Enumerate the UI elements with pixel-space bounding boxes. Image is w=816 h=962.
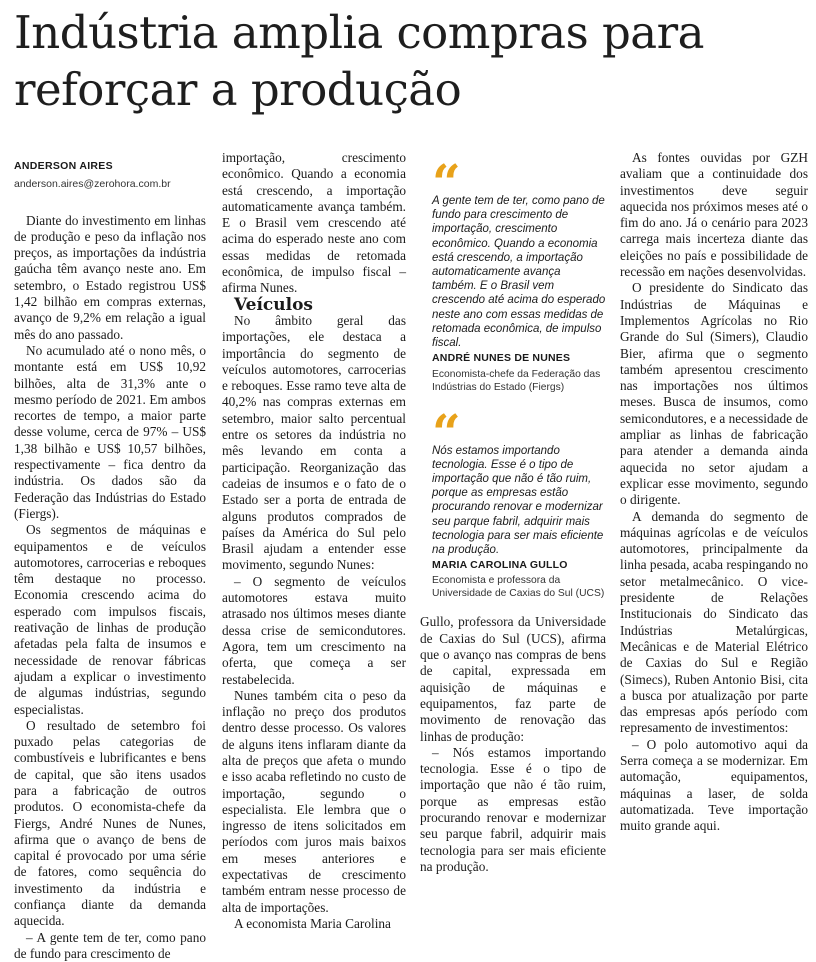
- paragraph: Diante do investimento em linhas de produção e peso da inflação nos preços, as importações da indústria gaúcha têm avanço neste ano. Em setembro, o Estado registrou US$ 1,42 bilhão em compras externas, avanço de 9,2% em relação a igual mês do ano passado.: [14, 212, 206, 342]
- quote-text: Nós estamos importando tecnologia. Esse é o tipo de importação que não é tão ruim, porque as empresas estão procurando renovar e modernizar seu parque fabril, adquirir mais tecnologia para ser mais eficiente na produção.: [432, 444, 604, 556]
- paragraph: – O segmento de veículos automotores estava muito atrasado nos últimos meses diante dessa crise de semicondutores. Agora, tem um crescimento na oferta, que começa a ser restabelecida.: [222, 573, 406, 687]
- paragraph: – O polo automotivo aqui da Serra começa a se modernizar. Em automação, equipamentos, máquinas a laser, de solda automatizada. Teve importação muito grande aqui.: [620, 736, 808, 834]
- paragraph: Gullo, professora da Universidade de Caxias do Sul (UCS), afirma que o avanço nas compras de bens de capital, expressada em aquisição de máquinas e equipamentos, faz parte de movimento de renovação das linhas de produção:: [420, 614, 606, 744]
- paragraph: No âmbito geral das importações, ele destaca a importância do segmento de veículos automotores, carrocerias e reboques. Esse ramo teve alta de 40,2% nas compras externas em setembro, maior salto percentual entre os setores da indústria no mês levando em conta a participação. Reorganização das cadeias de insumos e o fato de o Estado ser a porta de entrada de alguns produtos comprados de países da América do Sul pelo Brasil ajudam a entender esse movimento, segundo Nunes:: [222, 312, 406, 573]
- headline: Indústria amplia compras para reforçar a produção: [14, 6, 704, 116]
- quote-mark-icon: “: [432, 153, 457, 212]
- pull-quote-1: [420, 150, 606, 394]
- paragraph: Nunes também cita o peso da inflação no preço dos produtos dentro desse processo. Os valores de alguns itens inflaram diante da alta de preços que afeta o mundo e isso acaba refletindo no custo de importação, segundo o especialista. Ele lembra que o ingresso de itens solicitados em períodos com juros mais baixos em meses anteriores e expectativas de crescimento também entram nesse processo de alta de importações.: [222, 687, 406, 915]
- paragraph: A economista Maria Carolina: [234, 915, 391, 931]
- byline-email[interactable]: anderson.aires@zerohora.com.br: [14, 178, 171, 191]
- subhead: Veículos: [234, 294, 313, 315]
- paragraph: As fontes ouvidas por GZH avaliam que a continuidade dos investimentos deve seguir aquecida nos próximos meses até o fim do ano. Já o cenário para 2023 carrega mais incerteza diante das eleições no país e possibilidade de recessão em nações desenvolvidas.: [620, 150, 808, 280]
- column-2: [222, 150, 406, 932]
- quote-author-role: Economista e professora da Universidade de Caxias do Sul (UCS): [432, 575, 605, 600]
- byline-author: ANDERSON AIRES: [14, 160, 113, 172]
- column-3: [420, 150, 606, 875]
- column-4: [620, 150, 808, 834]
- paragraph: – Nós estamos importando tecnologia. Esse é o tipo de importação que não é tão ruim, porque as empresas estão procurando renovar e modernizar seu parque fabril, adquirir mais tecnologia para ser mais eficiente na produção.: [420, 744, 606, 874]
- paragraph: Os segmentos de máquinas e equipamentos e de veículos automotores, carrocerias e reboques têm destaque no processo. Economia crescendo acima do esperado com impulsos fiscais, reativação de linhas de produção afetadas pela falta de insumos e necessidade de renovar fábricas ajudam a explicar o investimento de algumas indústrias, segundo especialistas.: [14, 522, 206, 717]
- paragraph: O presidente do Sindicato das Indústrias de Máquinas e Implementos Agrícolas no Rio Grande do Sul (Simers), Claudio Bier, afirma que o segmento também apresentou crescimento nas importações nos últimos meses. Busca de insumos, como semicondutores, e a necessidade de ampliar as linhas de fabricação para atender a demanda ainda aquecida no setor ajudam a explicar esse movimento, segundo o dirigente.: [620, 280, 808, 508]
- quote-author-role: Economista-chefe da Federação das Indústrias do Estado (Fiergs): [432, 368, 601, 393]
- paragraph: O resultado de setembro foi puxado pelas categorias de combustíveis e lubrificantes e bens de capital, que são itens usados para a fabricação de outros produtos. O economista-chefe da Fiergs, André Nunes de Nunes, afirma que o avanço de bens de capital é provocado por uma série de fatores, como sequência do investimento da indústria e confiança diante da demanda aquecida.: [14, 717, 206, 929]
- column-1: [14, 150, 206, 962]
- quote-author: ANDRÉ NUNES DE NUNES: [432, 352, 571, 365]
- quote-author: MARIA CAROLINA GULLO: [432, 559, 568, 572]
- paragraph: A demanda do segmento de máquinas agrícolas e de veículos automotores, principalmente da linha pesada, acaba respingando no setor metalmecânico. O vice-presidente de Relações Institucionais do Sindicato das Indústrias Metalúrgicas, Mecânicas e de Material Elétrico de Caxias do Sul e Região (Simecs), Ruben Antonio Bisi, cita a busca por atualização por parte das empresas após período com represamento de investimentos:: [620, 508, 808, 736]
- quote-mark-icon: “: [432, 402, 457, 462]
- pull-quote-2: [420, 400, 606, 601]
- quote-text: A gente tem de ter, como pano de fundo para crescimento de importação, crescimento econômico. Quando a economia está crescendo, a importação automaticamente avança também. E o Brasil vem crescendo até acima do esperado neste ano com essas medidas de retomada econômica, de impulso fiscal.: [432, 195, 606, 350]
- paragraph: importação, crescimento econômico. Quando a economia está crescendo, a importação automaticamente avança também. E o Brasil vem crescendo até acima do esperado neste ano com essas medidas de retomada econômica, de impulso fiscal – afirma Nunes.: [222, 150, 406, 296]
- paragraph: No acumulado até o nono mês, o montante está em US$ 10,92 bilhões, alta de 31,3% ante o mesmo período de 2021. Em ambos recortes de tempo, a maior parte desse volume, cerca de 97% – US$ 1,38 bilhão e US$ 10,57 bilhões, respectivamente – fica dentro da indústria. Os dados são da Federação das Indústrias do Estado (Fiergs).: [14, 342, 206, 521]
- paragraph: – A gente tem de ter, como pano de fundo para crescimento de: [14, 929, 206, 961]
